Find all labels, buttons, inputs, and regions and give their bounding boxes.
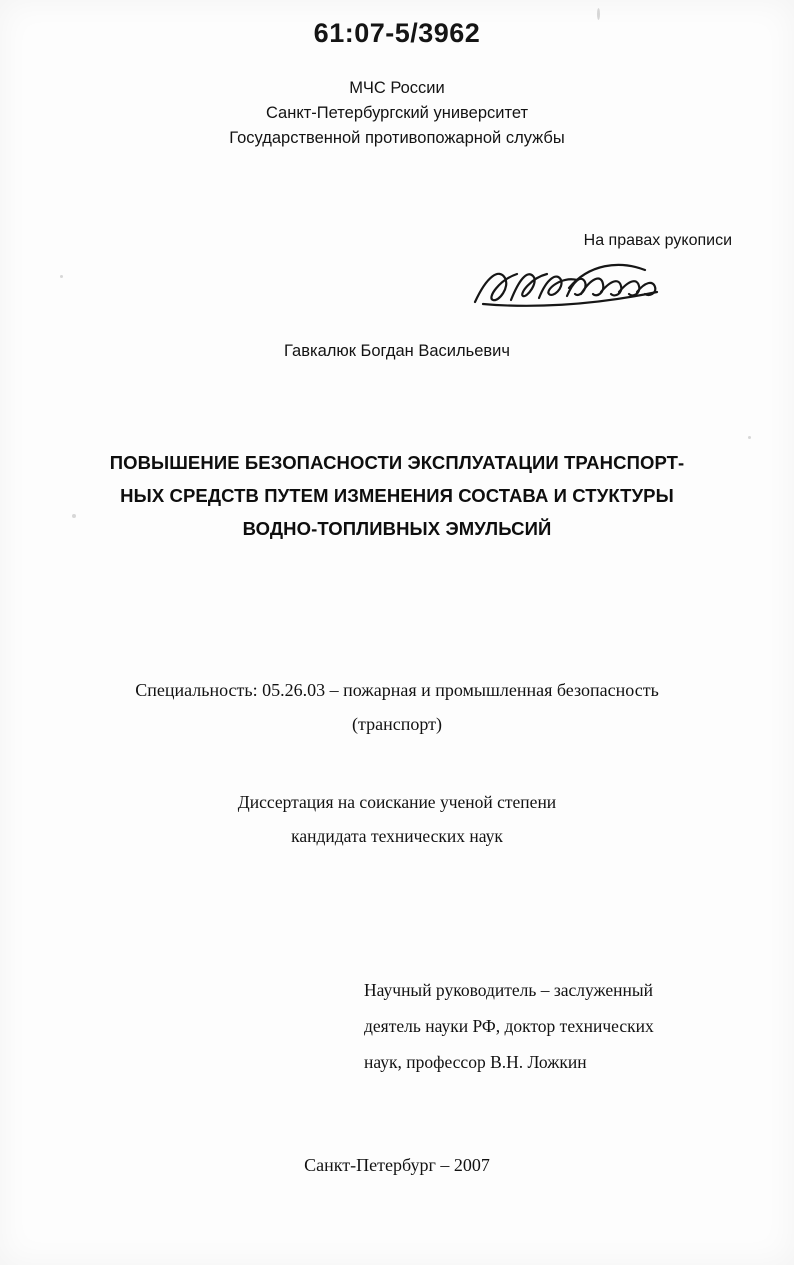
degree-line-2: кандидата технических наук: [291, 826, 503, 846]
scan-speck: [597, 8, 600, 20]
degree-block: [62, 785, 732, 853]
handwritten-signature-icon: [469, 258, 689, 318]
specialty-line-1: Специальность: 05.26.03 – пожарная и промышленная безопасность: [135, 680, 659, 700]
place-and-year: Санкт-Петербург – 2007: [304, 1155, 490, 1175]
archive-stamp-code: 61:07-5/3962: [313, 18, 481, 48]
dissertation-title: [62, 446, 732, 545]
specialty-line-2: (транспорт): [352, 714, 442, 734]
supervisor-block: [364, 972, 724, 1080]
author-name: Гавкалюк Богдан Васильевич: [284, 342, 510, 360]
organization-line-3: Государственной противопожарной службы: [229, 129, 565, 147]
manuscript-rights-note: На правах рукописи: [583, 232, 732, 249]
scan-speck: [748, 436, 751, 439]
specialty-block: [62, 673, 732, 741]
scan-speck: [72, 514, 76, 518]
organization-line-2: Санкт-Петербургский университет: [265, 104, 529, 122]
degree-line-1: Диссертация на соискание ученой степени: [237, 792, 557, 812]
supervisor-line-1: Научный руководитель – заслуженный: [364, 980, 654, 1000]
title-line-3: ВОДНО-ТОПЛИВНЫХ ЭМУЛЬСИЙ: [242, 518, 552, 539]
supervisor-line-2: деятель науки РФ, доктор технических: [364, 1016, 654, 1036]
title-line-2: НЫХ СРЕДСТВ ПУТЕМ ИЗМЕНЕНИЯ СОСТАВА И СТУКТУРЫ: [120, 485, 674, 506]
title-line-1: ПОВЫШЕНИЕ БЕЗОПАСНОСТИ ЭКСПЛУАТАЦИИ ТРАНСПОРТ-: [109, 452, 685, 473]
organization-block: [0, 76, 794, 151]
scan-speck: [60, 275, 63, 278]
supervisor-line-3: наук, профессор В.Н. Ложкин: [364, 1052, 587, 1072]
organization-line-1: МЧС России: [349, 79, 445, 97]
